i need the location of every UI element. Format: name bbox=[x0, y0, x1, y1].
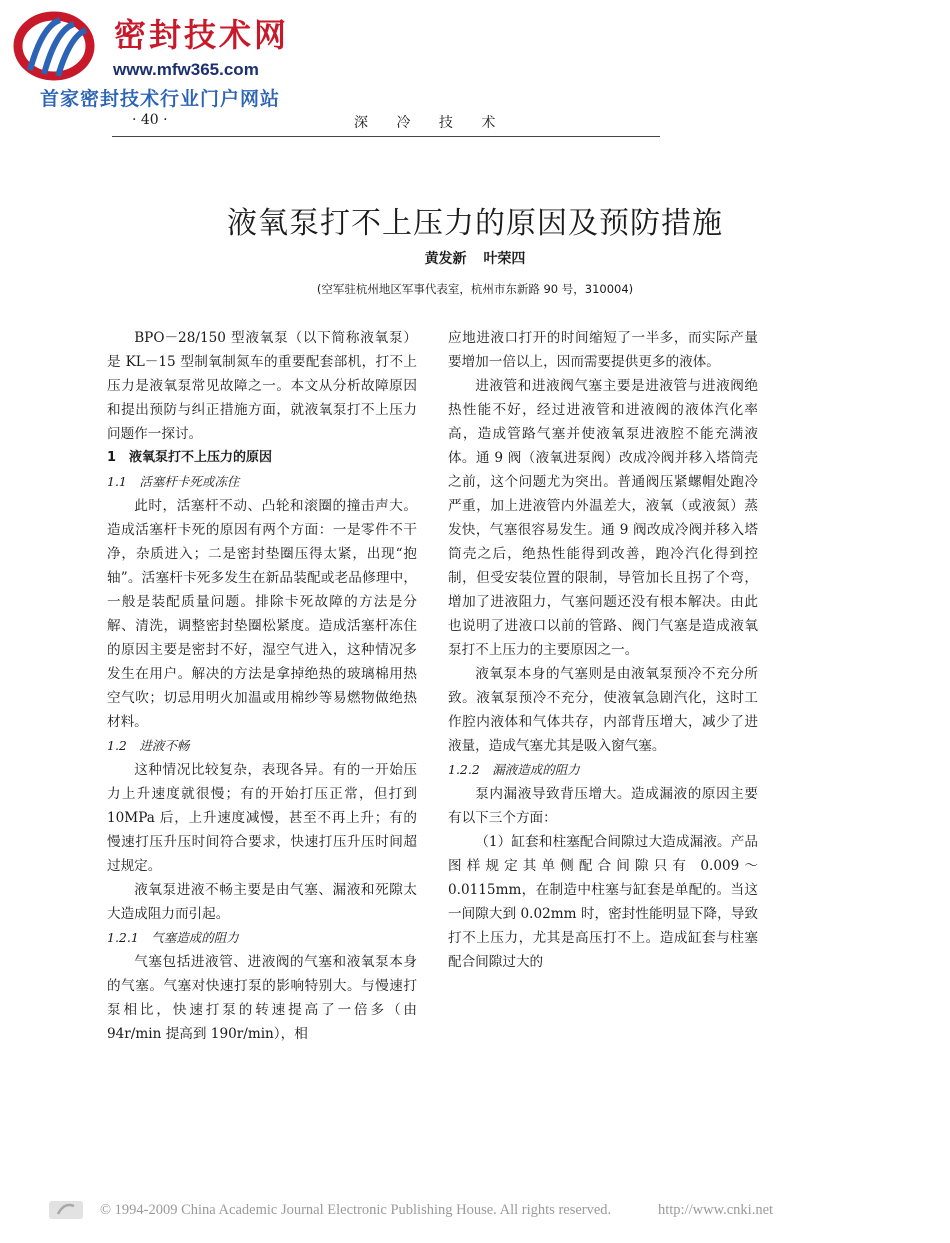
paragraph: （1）缸套和柱塞配合间隙过大造成漏液。产品图样规定其单侧配合间隙只有 0.009～0.0115mm，在制造中柱塞与缸套是单配的。当这一间隙大到 0.02mm 时，密封性能明显下降，导致打不上压力，尤其是高压打不上。造成缸套与柱塞配合间隙过大的 bbox=[448, 834, 758, 970]
right-column bbox=[448, 326, 758, 974]
left-column bbox=[107, 326, 417, 1046]
subsection-heading: 1.2 进液不畅 bbox=[107, 738, 190, 753]
section-heading: 1 液氧泵打不上压力的原因 bbox=[107, 450, 273, 465]
logo-slogan: 首家密封技术行业门户网站 bbox=[40, 88, 281, 110]
subsubsection-heading: 1.2.2 漏液造成的阻力 bbox=[448, 762, 580, 777]
affiliation: (空军驻杭州地区军事代表室，杭州市东新路 90 号，310004) bbox=[316, 282, 634, 296]
cnki-link[interactable]: http://www.cnki.net bbox=[658, 1202, 774, 1218]
paragraph: 泵内漏液导致背压增大。造成漏液的原因主要有以下三个方面： bbox=[448, 786, 758, 826]
paragraph: 液氧泵进液不畅主要是由气塞、漏液和死隙太大造成阻力而引起。 bbox=[107, 882, 417, 922]
logo-swirl-icon bbox=[10, 8, 110, 88]
journal-name: 深 冷 技 术 bbox=[354, 115, 508, 131]
cnki-logo-icon bbox=[48, 1198, 84, 1222]
paragraph: 气塞包括进液管、进液阀的气塞和液氧泵本身的气塞。气塞对快速打泵的影响特别大。与慢速打泵相比，快速打泵的转速提高了一倍多（由 94r/min 提高到 190r/min），相 bbox=[107, 954, 417, 1042]
paragraph: 这种情况比较复杂，表现各异。有的一开始压力上升速度就很慢；有的开始打压正常，但打到 10MPa 后，上升速度减慢，甚至不再上升；有的慢速打压升压时间符合要求，快速打压升压时间超过规定。 bbox=[107, 762, 417, 874]
running-head bbox=[112, 112, 660, 137]
page-footer bbox=[48, 1196, 908, 1226]
paragraph: 液氧泵本身的气塞则是由液氧泵预冷不充分所致。液氧泵预冷不充分，使液氧急剧汽化，这时工作腔内液体和气体共存，内部背压增大，减少了进液量，造成气塞尤其是吸入窗气塞。 bbox=[448, 666, 758, 754]
authors bbox=[0, 248, 950, 268]
paragraph: 此时，活塞杆不动、凸轮和滚圈的撞击声大。造成活塞杆卡死的原因有两个方面：一是零件不干净，杂质进入；二是密封垫圈压得太紧，出现“抱轴”。活塞杆卡死多发生在新品装配或老品修理中，一般是装配质量问题。排除卡死故障的方法是分解、清洗，调整密封垫圈松紧度。造成活塞杆冻住的原因主要是密封不好，湿空气进入，这种情况多发生在用户。解决的方法是拿掉绝热的玻璃棉用热空气吹；切忌用明火加温或用棉纱等易燃物做绝热材料。 bbox=[107, 498, 417, 730]
subsection-heading: 1.1 活塞杆卡死或冻住 bbox=[107, 474, 240, 489]
logo-url[interactable]: www.mfw365.com bbox=[113, 60, 259, 79]
paragraph-intro: BPO－28/150 型液氧泵（以下简称液氧泵）是 KL－15 型制氧制氮车的重要配套部机，打不上压力是液氧泵常见故障之一。本文从分析故障原因和提出预防与纠正措施方面，就液氧泵打不上压力问题作一探讨。 bbox=[107, 330, 417, 442]
subsubsection-heading: 1.2.1 气塞造成的阻力 bbox=[107, 930, 239, 945]
page-number: · 40 · bbox=[132, 112, 168, 128]
paragraph: 进液管和进液阀气塞主要是进液管与进液阀绝热性能不好，经过进液管和进液阀的液体汽化率高，造成管路气塞并使液氧泵进液腔不能充满液体。通 9 阀（液氧进泵阀）改成冷阀并移入塔筒壳之前，这个问题尤为突出。普通阀压紧螺帽处跑冷严重，加上进液管内外温差大，液氧（或液氮）蒸发快，气塞很容易发生。通 9 阀改成冷阀并移入塔筒壳之后，绝热性能得到改善，跑冷汽化得到控制，但受安装位置的限制，导管加长且拐了个弯，增加了进液阻力，气塞问题还没有根本解决。由此也说明了进液口以前的管路、阀门气塞是造成液氧泵打不上压力的主要原因之一。 bbox=[448, 378, 758, 658]
site-logo[interactable] bbox=[10, 8, 310, 108]
paragraph-continued: 应地进液口打开的时间缩短了一半多，而实际产量要增加一倍以上，因而需要提供更多的液体。 bbox=[448, 330, 758, 370]
logo-brand-name: 密封技术网 bbox=[114, 16, 290, 54]
author-name: 黄发新 bbox=[424, 251, 467, 267]
copyright-notice: © 1994-2009 China Academic Journal Electronic Publishing House. All rights reserved. bbox=[100, 1202, 612, 1218]
article-title: 液氧泵打不上压力的原因及预防措施 bbox=[227, 206, 723, 242]
author-name: 叶荣四 bbox=[483, 251, 526, 267]
